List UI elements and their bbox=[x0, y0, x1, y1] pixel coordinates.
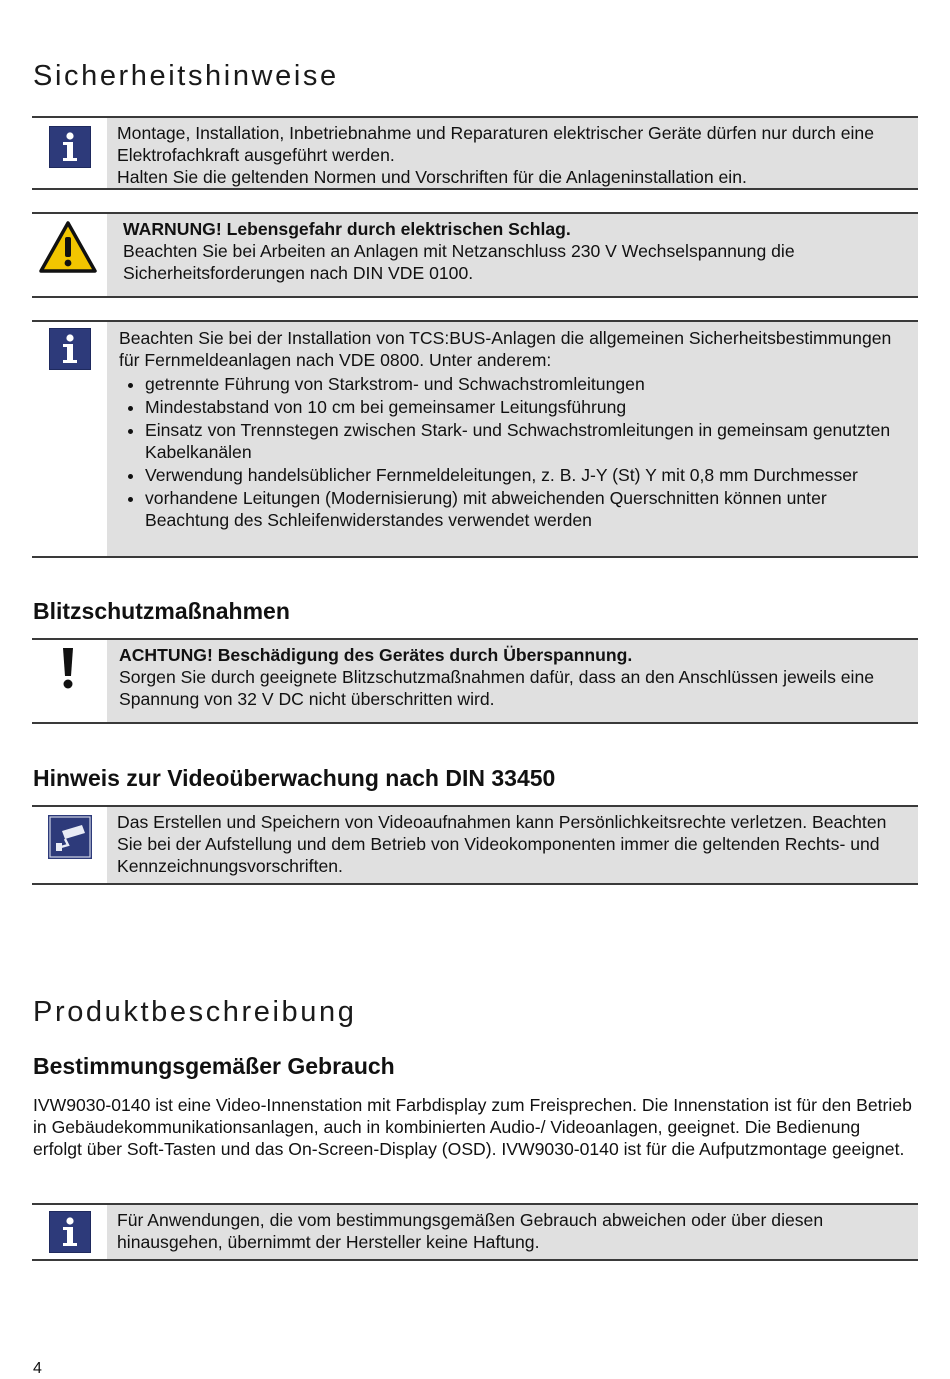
list-item: • Einsatz von Trennstegen zwischen Stark- und Schwachstromleitungen in gemeinsam genutzten Kabelkanälen bbox=[145, 419, 904, 463]
info-icon bbox=[49, 328, 91, 370]
exclamation-icon bbox=[60, 646, 76, 690]
list-item: • getrennte Führung von Starkstrom- und Schwachstromleitungen bbox=[145, 373, 904, 395]
video-note bbox=[32, 805, 918, 885]
section-title-video-surveillance: Hinweis zur Videoüberwachung nach DIN 33450 bbox=[33, 765, 556, 791]
section-title-lightning: Blitzschutzmaßnahmen bbox=[33, 598, 290, 624]
list-item: • Mindestabstand von 10 cm bei gemeinsamer Leitungsführung bbox=[145, 396, 904, 418]
info-note-liability bbox=[32, 1203, 918, 1261]
caution-text: Sorgen Sie durch geeignete Blitzschutzmaßnahmen dafür, dass an den Anschlüssen jeweils eine Spannung von 32 V DC nicht überschritten wird. bbox=[119, 667, 875, 709]
camera-icon bbox=[48, 815, 92, 859]
liability-note-text: Für Anwendungen, die vom bestimmungsgemäßen Gebrauch abweichen oder über diesen hinausgehen, übernimmt der Hersteller keine Haftung. bbox=[117, 1210, 824, 1252]
info-icon bbox=[49, 126, 91, 168]
info-icon bbox=[49, 1211, 91, 1253]
warning-note-electric-shock bbox=[32, 212, 918, 298]
note-text-line: Halten Sie die geltenden Normen und Vorschriften für die Anlageninstallation ein. bbox=[117, 167, 747, 187]
intended-use-paragraph: IVW9030-0140 ist eine Video-Innenstation mit Farbdisplay zum Freisprechen. Die Innenstation ist für den Betrieb in Gebäudekommunikationsanlagen, auch in kombinierten Audio-/ Videoanlagen, geeignet. Die Bedienung erfolgt über Soft-Tasten und das On-Screen-Display (OSD). IVW9030-0140 ist für die Aufputzmontage geeignet. bbox=[33, 1095, 912, 1159]
section-title-product: Produktbeschreibung bbox=[33, 996, 357, 1028]
subsection-title-intended-use: Bestimmungsgemäßer Gebrauch bbox=[33, 1053, 395, 1079]
caution-heading: ACHTUNG! Beschädigung des Gerätes durch Überspannung. bbox=[119, 645, 633, 665]
list-item: • vorhandene Leitungen (Modernisierung) mit abweichenden Querschnitten können unter Beachtung des Schleifenwiderstandes verwendet werden bbox=[145, 487, 904, 531]
warning-text: Beachten Sie bei Arbeiten an Anlagen mit Netzanschluss 230 V Wechselspannung die Sicherheitsforderungen nach DIN VDE 0100. bbox=[123, 241, 795, 283]
list-item: • Verwendung handelsüblicher Fernmeldeleitungen, z. B. J-Y (St) Y mit 0,8 mm Durchmesser bbox=[145, 464, 904, 486]
note-text-line: Montage, Installation, Inbetriebnahme und Reparaturen elektrischer Geräte dürfen nur durch eine Elektrofachkraft ausgeführt werden. bbox=[117, 123, 874, 165]
section-title-safety: Sicherheitshinweise bbox=[33, 60, 339, 92]
info-note-tcs-bus bbox=[32, 320, 918, 558]
note-intro: Beachten Sie bei der Installation von TCS:BUS-Anlagen die allgemeinen Sicherheitsbestimmungen für Fernmeldeanlagen nach VDE 0800. Unter anderem: bbox=[119, 328, 892, 370]
bullet-list bbox=[119, 373, 904, 531]
warning-triangle-icon bbox=[38, 220, 98, 274]
video-note-text: Das Erstellen und Speichern von Videoaufnahmen kann Persönlichkeitsrechte verletzen. Beachten Sie bei der Aufstellung und dem Betrieb von Videokomponenten immer die geltenden Rechts- und Kennzeichnungsvorschriften. bbox=[117, 812, 887, 876]
caution-note-overvoltage bbox=[32, 638, 918, 724]
info-note-installation bbox=[32, 116, 918, 190]
page-number: 4 bbox=[33, 1360, 42, 1377]
warning-heading: WARNUNG! Lebensgefahr durch elektrischen Schlag. bbox=[123, 219, 571, 239]
